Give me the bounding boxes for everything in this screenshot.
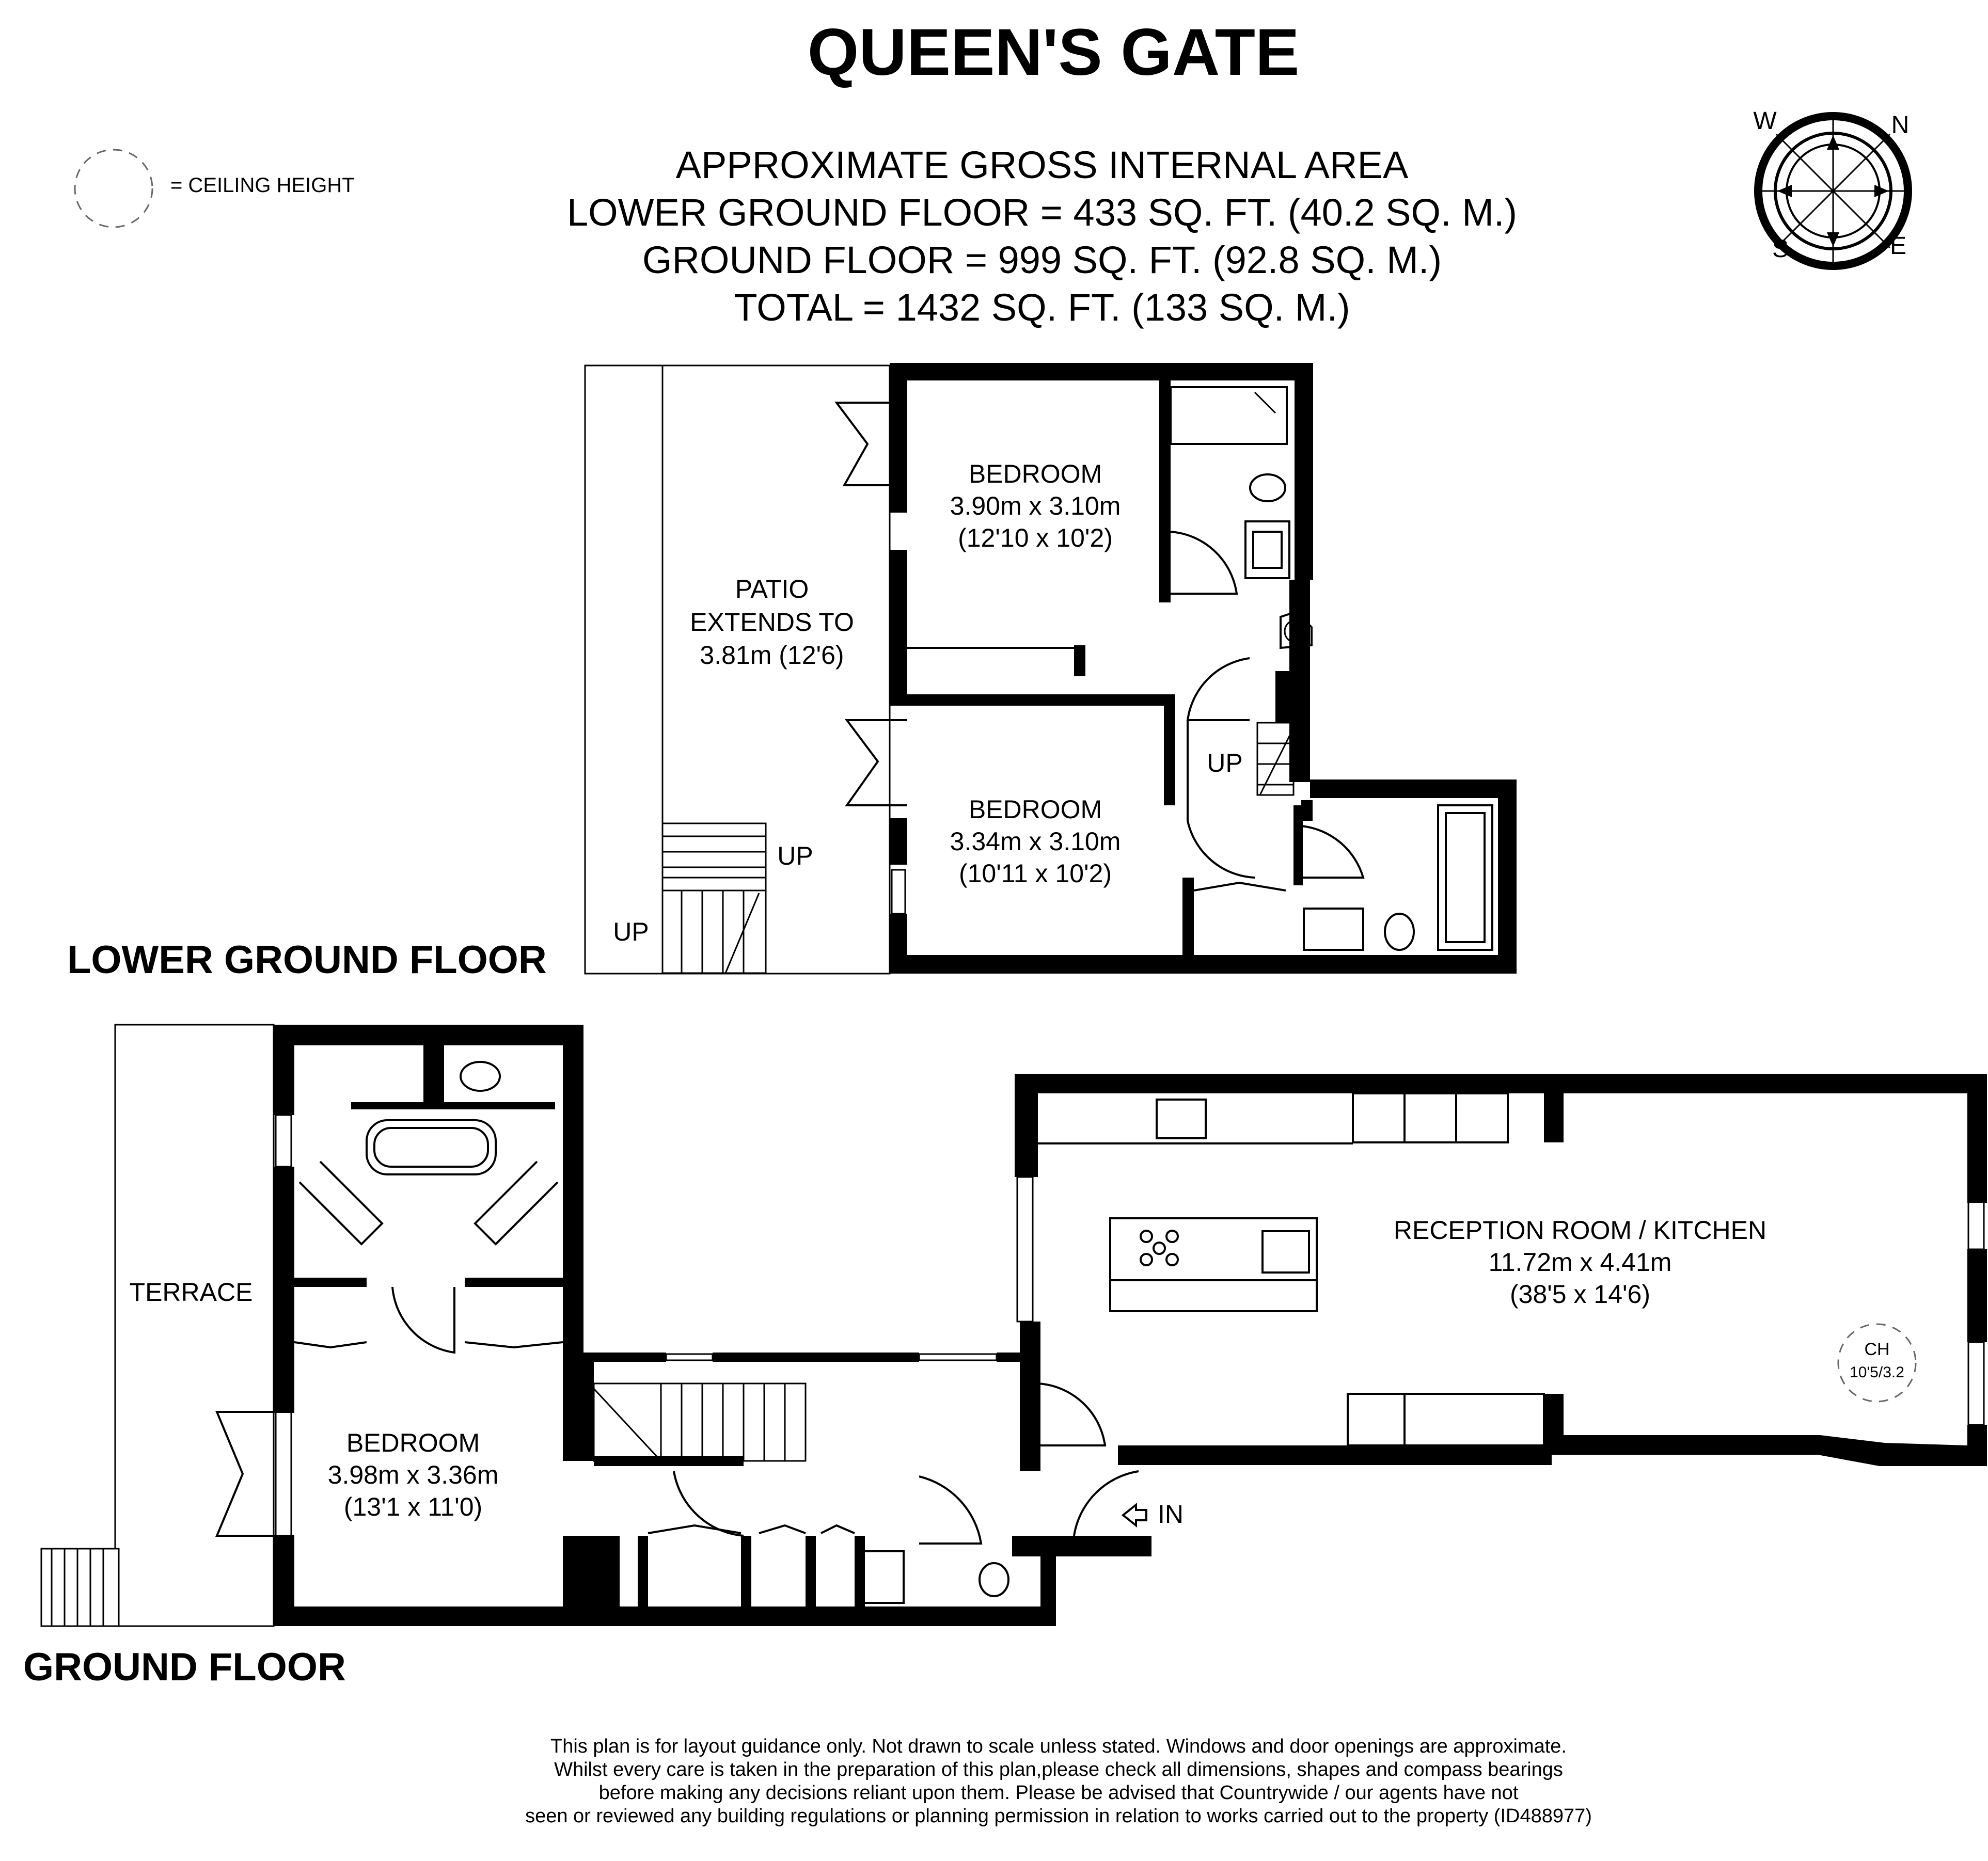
lg-bedroom2-imperial: (10'11 x 10'2) [958,859,1112,888]
ceiling-marker-label: CH [1864,1340,1890,1359]
lg-bedroom2-metric: 3.34m x 3.10m [950,827,1121,856]
terrace-label: TERRACE [129,1278,253,1307]
disclaimer-line-4: seen or reviewed any building regulations or planning permission in relation to works carried out to the property (ID488977) [525,1805,1592,1827]
legend-label: = CEILING HEIGHT [170,174,355,197]
ceiling-height-icon [75,150,152,227]
lower-ground-floor-label: LOWER GROUND FLOOR [67,938,547,982]
lg-bedroom1-imperial: (12'10 x 10'2) [958,523,1113,552]
compass-s: S [1772,235,1789,263]
lg-bedroom1-name: BEDROOM [968,459,1102,488]
disclaimer-line-1: This plan is for layout guidance only. Not drawn to scale unless stated. Windows and door openings are approximate. [550,1736,1567,1757]
lg-bedroom1-metric: 3.90m x 3.10m [950,491,1121,520]
area-lower-ground: LOWER GROUND FLOOR = 433 SQ. FT. (40.2 SQ. M.) [566,191,1518,234]
tank-label: T [1291,623,1301,642]
patio-line2: EXTENDS TO [690,608,854,637]
compass-e: E [1889,232,1907,260]
lg-up-patio-2: UP [613,917,649,946]
ground-floor [41,1025,1987,1626]
entrance-arrow-icon [1123,1505,1146,1525]
reception-name: RECEPTION ROOM / KITCHEN [1393,1216,1767,1245]
patio-line1: PATIO [735,575,809,603]
patio-line3: 3.81m (12'6) [700,641,844,670]
area-total: TOTAL = 1432 SQ. FT. (133 SQ. M.) [734,286,1350,329]
lower-ground-floor [585,363,1517,974]
disclaimer-line-3: before making any decisions reliant upon them. Please be advised that Countrywide / our agents have not [598,1782,1519,1804]
ceiling-height-marker [1838,1324,1916,1402]
ceiling-height-legend [75,150,355,227]
gf-bedroom-metric: 3.98m x 3.36m [327,1460,499,1489]
plan-title: QUEEN'S GATE [807,15,1300,89]
reception-metric: 11.72m x 4.41m [1488,1248,1672,1277]
area-heading: APPROXIMATE GROSS INTERNAL AREA [675,144,1409,186]
gf-bedroom-name: BEDROOM [346,1428,480,1457]
area-ground: GROUND FLOOR = 999 SQ. FT. (92.8 SQ. M.) [642,238,1442,281]
compass-n: N [1891,112,1910,139]
disclaimer-line-2: Whilst every care is taken in the preparation of this plan,please check all dimensions, shapes and compass bearings [554,1759,1563,1780]
lg-up-corridor: UP [1207,749,1243,777]
compass-w: W [1753,107,1777,135]
lg-bedroom2-name: BEDROOM [968,795,1102,824]
ground-floor-label: GROUND FLOOR [23,1645,346,1689]
entrance-label: IN [1158,1500,1184,1529]
reception-imperial: (38'5 x 14'6) [1509,1280,1651,1309]
compass-icon [1753,107,1909,266]
gf-bedroom-imperial: (13'1 x 11'0) [343,1492,483,1521]
lg-up-patio-1: UP [777,841,813,870]
patio-outline [585,365,890,974]
ceiling-marker-value: 10'5/3.2 [1850,1364,1904,1381]
